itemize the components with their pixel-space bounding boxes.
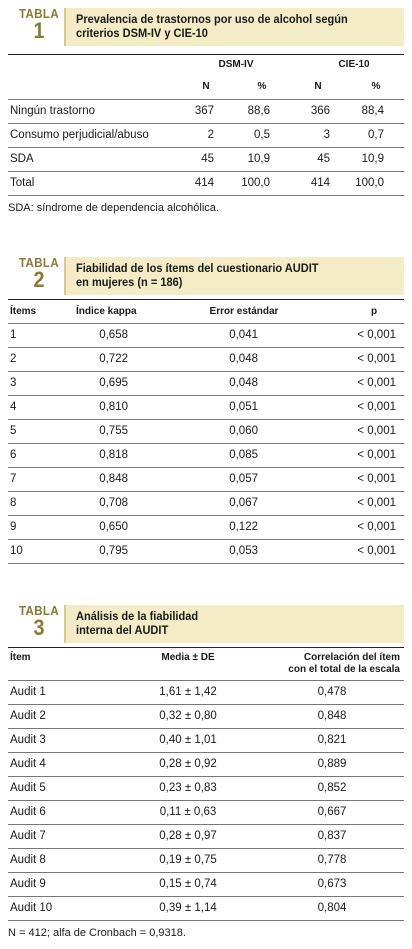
table-cell: 0,23 ± 0,83 [159, 782, 217, 794]
table-cell: 0,041 [229, 329, 258, 341]
table-cell: 0,673 [317, 878, 347, 890]
table-cell: 0,28 ± 0,97 [159, 830, 217, 842]
table-row [8, 492, 404, 516]
table-cell: 0,804 [317, 902, 347, 914]
table-2-tag: TABLA 2 [18, 255, 60, 292]
table-3-footnote: N = 412; alfa de Cronbach = 0,9318. [8, 927, 186, 939]
table-cell: Audit 1 [10, 686, 46, 698]
table-cell: < 0,001 [357, 377, 396, 389]
table-row [8, 324, 404, 348]
table-cell: 0,778 [317, 854, 347, 866]
table-cell: < 0,001 [357, 425, 396, 437]
table-row [8, 420, 404, 444]
table-cell: 0,810 [99, 401, 128, 413]
table-cell: 0,695 [99, 377, 128, 389]
table-cell: 0,067 [229, 497, 258, 509]
table-cell: 0,708 [99, 497, 128, 509]
table-cell: 0,39 ± 1,14 [159, 902, 217, 914]
table-cell: 1,61 ± 1,42 [159, 686, 217, 698]
table-cell: 0,32 ± 0,80 [159, 710, 217, 722]
table-cell: 0,722 [99, 353, 128, 365]
table-1 [8, 4, 404, 214]
table-cell: 0,40 ± 1,01 [159, 734, 217, 746]
table-row [8, 753, 404, 777]
table-row: Ningún trastorno 367 88,6 366 88,4 [8, 100, 404, 124]
table-2-title: Fiabilidad de los ítems del cuestionario AUDIT en mujeres (n = 186) [76, 261, 319, 289]
table-cell: 8 [10, 497, 17, 509]
table-2-column-header: Ítems Índice kappa Error estándar p [8, 300, 404, 324]
table-cell: < 0,001 [357, 545, 396, 557]
table-cell: < 0,001 [357, 401, 396, 413]
table-cell: 9 [10, 521, 17, 533]
table-cell: 10 [10, 545, 23, 557]
table-cell: 0,057 [229, 473, 258, 485]
table-cell: Audit 6 [10, 806, 46, 818]
table-3 [8, 601, 404, 939]
table-cell: 0,048 [229, 377, 258, 389]
table-cell: 6 [10, 449, 17, 461]
table-cell: 0,755 [99, 425, 128, 437]
table-cell: 0,658 [99, 329, 128, 341]
table-cell: Audit 3 [10, 734, 46, 746]
table-row [8, 516, 404, 540]
table-cell: Audit 4 [10, 758, 46, 770]
table-row [8, 348, 404, 372]
table-cell: 0,478 [317, 686, 347, 698]
table-cell: < 0,001 [357, 497, 396, 509]
table-cell: 0,650 [99, 521, 128, 533]
table-cell: < 0,001 [357, 473, 396, 485]
table-cell: 0,667 [317, 806, 347, 818]
table-3-tag: TABLA 3 [18, 603, 60, 640]
table-cell: Audit 10 [10, 902, 53, 914]
table-row [8, 444, 404, 468]
table-3-column-header: Ítem Media ± DE Correlación del ítem con el total de la escala [8, 648, 404, 681]
table-row [8, 825, 404, 849]
table-2-header [8, 253, 404, 295]
table-cell: 7 [10, 473, 17, 485]
table-cell: 0,848 [317, 710, 347, 722]
table-cell: 0,122 [229, 521, 258, 533]
table-3-header [8, 601, 404, 643]
table-cell: 0,852 [317, 782, 347, 794]
table-row [8, 777, 404, 801]
table-row [8, 468, 404, 492]
table-1-sub-header: N % N % [8, 75, 404, 100]
table-cell: Audit 5 [10, 782, 46, 794]
table-1-tag: TABLA 1 [18, 6, 60, 43]
table-row: SDA 45 10,9 45 10,9 [8, 148, 404, 172]
table-cell: 0,053 [229, 545, 258, 557]
table-row: Consumo perjudicial/abuso 2 0,5 3 0,7 [8, 124, 404, 148]
table-3-title: Análisis de la fiabilidad interna del AUDIT [76, 609, 199, 637]
table-2-title-band [64, 257, 404, 295]
table-row [8, 372, 404, 396]
table-row [8, 801, 404, 825]
table-cell: < 0,001 [357, 449, 396, 461]
table-cell: Audit 2 [10, 710, 46, 722]
table-cell: 0,085 [229, 449, 258, 461]
table-cell: 0,889 [317, 758, 347, 770]
table-cell: 0,837 [317, 830, 347, 842]
table-1-group-header: DSM-IV CIE-10 [218, 59, 370, 70]
table-cell: 0,28 ± 0,92 [159, 758, 217, 770]
table-cell: 0,048 [229, 353, 258, 365]
table-cell: Audit 7 [10, 830, 46, 842]
table-cell: 4 [10, 401, 17, 413]
table-cell: 0,060 [229, 425, 258, 437]
table-row [8, 897, 404, 921]
table-row [8, 873, 404, 897]
table-cell: 0,795 [99, 545, 128, 557]
table-cell: 5 [10, 425, 17, 437]
table-row [8, 849, 404, 873]
table-cell: 0,19 ± 0,75 [159, 854, 217, 866]
table-row: Total 414 100,0 414 100,0 [8, 172, 404, 196]
table-cell: 0,051 [229, 401, 258, 413]
table-cell: 2 [10, 353, 17, 365]
table-row [8, 705, 404, 729]
table-cell: 0,821 [317, 734, 347, 746]
table-cell: 3 [10, 377, 17, 389]
table-row [8, 540, 404, 564]
table-cell: 1 [10, 329, 17, 341]
table-1-title: Prevalencia de trastornos por uso de alcohol según criterios DSM-IV y CIE-10 [76, 12, 348, 40]
table-cell: Audit 9 [10, 878, 46, 890]
table-row [8, 729, 404, 753]
table-cell: < 0,001 [357, 329, 396, 341]
table-row [8, 396, 404, 420]
table-cell: Audit 8 [10, 854, 46, 866]
table-1-footnote: SDA: síndrome de dependencia alcohólica. [8, 202, 219, 214]
table-2 [8, 253, 404, 564]
table-cell: < 0,001 [357, 521, 396, 533]
table-cell: 0,818 [99, 449, 128, 461]
table-cell: 0,11 ± 0,63 [159, 806, 217, 818]
table-1-title-band [64, 8, 404, 46]
table-1-header [8, 4, 404, 46]
table-cell: 0,848 [99, 473, 128, 485]
table-cell: < 0,001 [357, 353, 396, 365]
table-cell: 0,15 ± 0,74 [159, 878, 217, 890]
table-3-title-band [64, 605, 404, 643]
table-row [8, 681, 404, 705]
